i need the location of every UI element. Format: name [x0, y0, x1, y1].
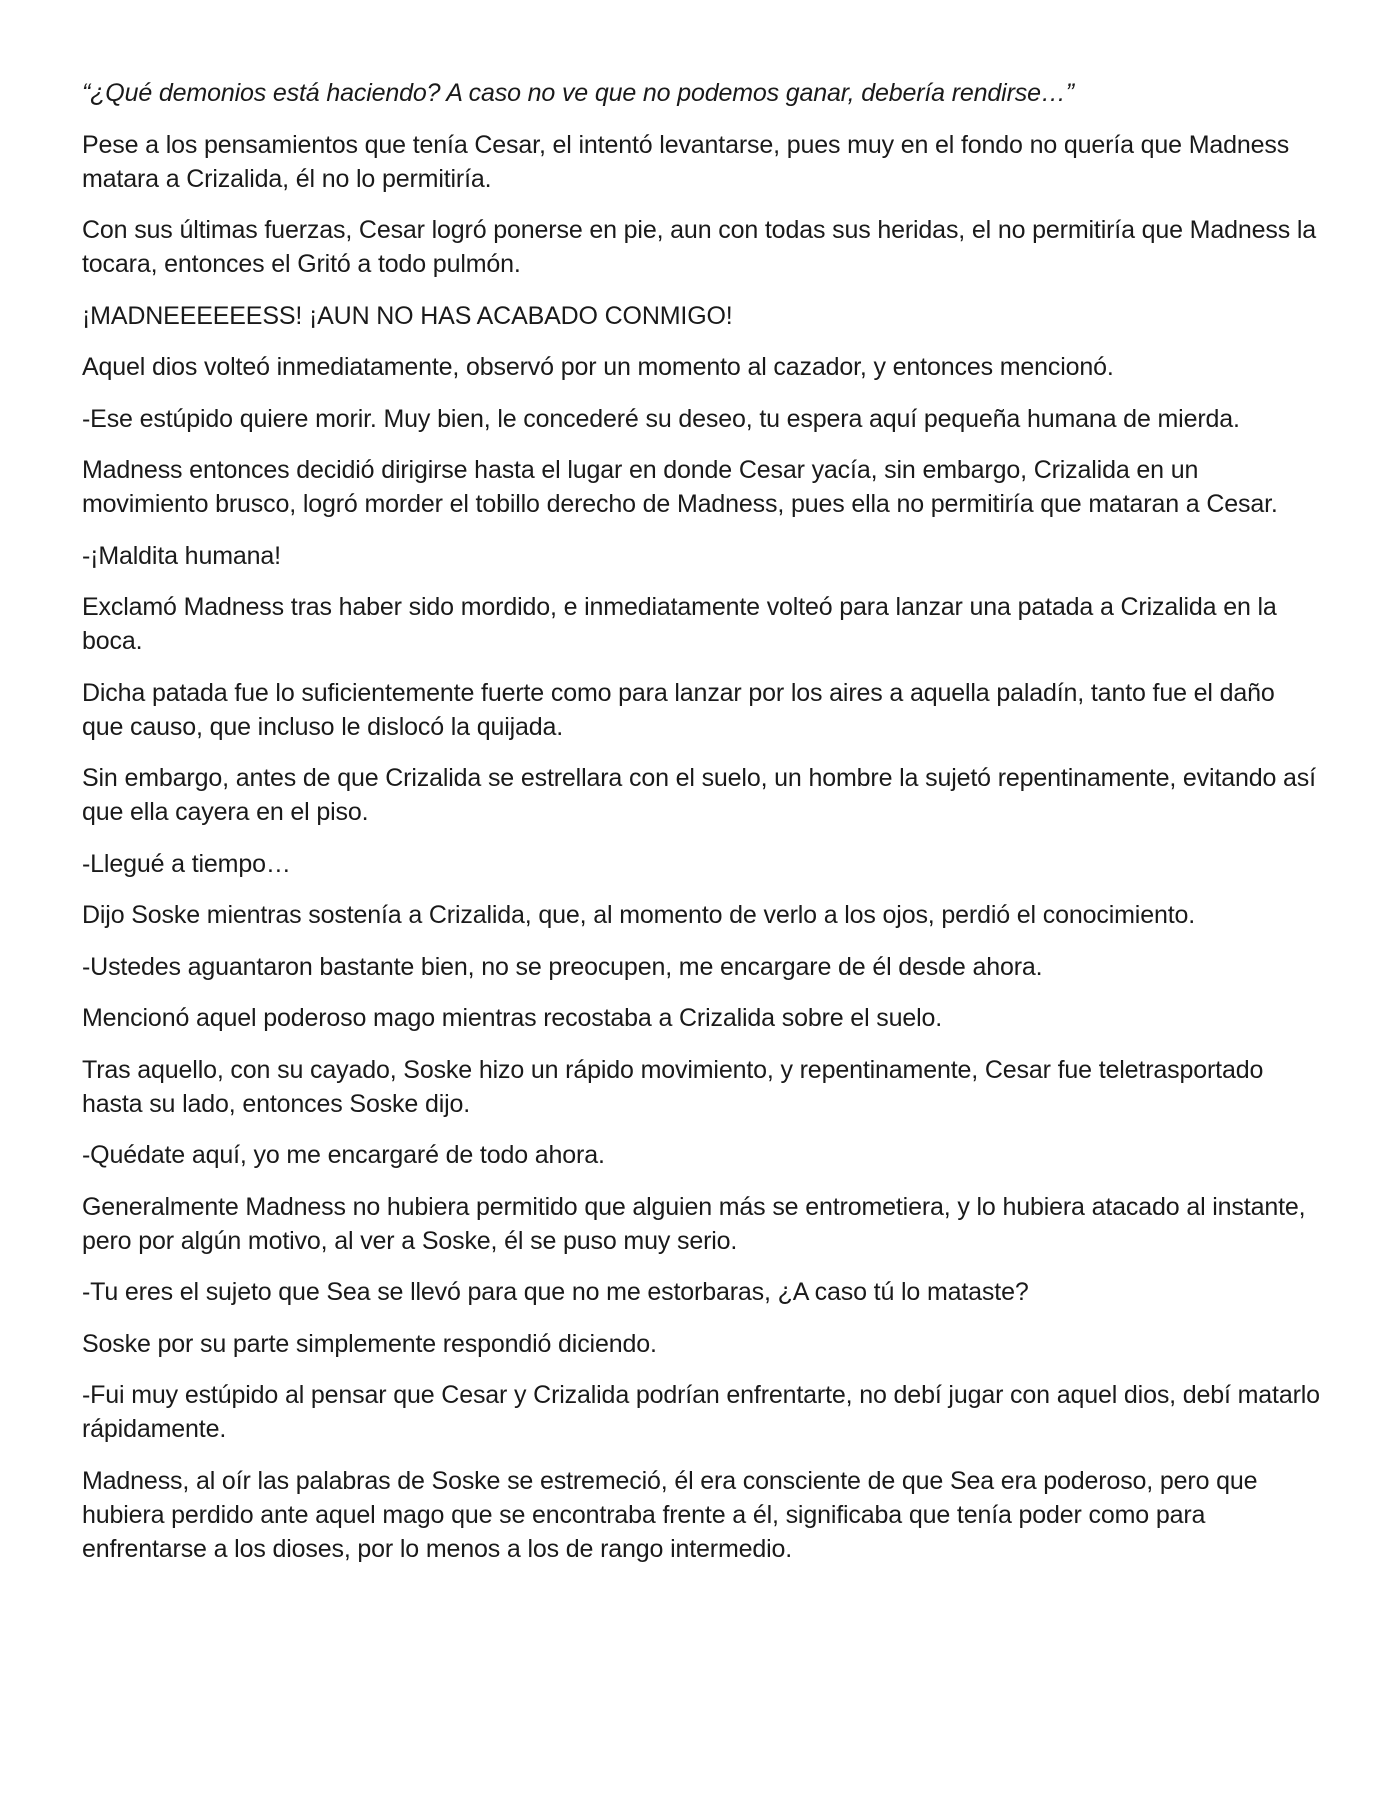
paragraph-15: Mencionó aquel poderoso mago mientras recostaba a Crizalida sobre el suelo.	[82, 1004, 943, 1032]
document-page	[82, 76, 1322, 1583]
paragraph-16: Tras aquello, con su cayado, Soske hizo un rápido movimiento, y repentinamente, Cesar fue teletrasportado hasta su lado, entonces Soske dijo.	[82, 1055, 1264, 1118]
paragraph-4: ¡MADNEEEEEESS! ¡AUN NO HAS ACABADO CONMIGO!	[82, 301, 733, 330]
paragraph-14: -Ustedes aguantaron bastante bien, no se preocupen, me encargare de él desde ahora.	[82, 952, 1043, 981]
paragraph-9: Exclamó Madness tras haber sido mordido, e inmediatamente volteó para lanzar una patada a Crizalida en la boca.	[82, 593, 1277, 655]
paragraph-10: Dicha patada fue lo suficientemente fuerte como para lanzar por los aires a aquella paladín, tanto fue el daño que causo, que incluso le dislocó la quijada.	[82, 678, 1275, 741]
paragraph-18: Generalmente Madness no hubiera permitido que alguien más se entrometiera, y lo hubiera atacado al instante, pero por algún motivo, al ver a Soske, él se puso muy serio.	[82, 1192, 1306, 1255]
paragraph-17: -Quédate aquí, yo me encargaré de todo ahora.	[82, 1141, 605, 1169]
paragraph-12: -Llegué a tiempo…	[82, 849, 291, 878]
paragraph-7: Madness entonces decidió dirigirse hasta el lugar en donde Cesar yacía, sin embargo, Crizalida en un movimiento brusco, logró morder el tobillo derecho de Madness, pues ella no permitiría que mataran a Cesar.	[82, 456, 1278, 518]
paragraph-13: Dijo Soske mientras sostenía a Crizalida, que, al momento de verlo a los ojos, perdió el conocimiento.	[82, 901, 1196, 929]
paragraph-1: “¿Qué demonios está haciendo? A caso no ve que no podemos ganar, debería rendirse…”	[82, 79, 1074, 107]
paragraph-5: Aquel dios volteó inmediatamente, observó por un momento al cazador, y entonces mencionó.	[82, 353, 1114, 381]
paragraph-19: -Tu eres el sujeto que Sea se llevó para que no me estorbaras, ¿A caso tú lo mataste?	[82, 1278, 1029, 1306]
paragraph-22: Madness, al oír las palabras de Soske se estremeció, él era consciente de que Sea era poderoso, pero que hubiera perdido ante aquel mago que se encontraba frente a él, significaba que tenía poder como para enfrentarse a los dioses, por lo menos a los de rango intermedio.	[82, 1466, 1258, 1563]
paragraph-21: -Fui muy estúpido al pensar que Cesar y Crizalida podrían enfrentarte, no debí jugar con aquel dios, debí matarlo rápidamente.	[82, 1381, 1320, 1443]
paragraph-2: Pese a los pensamientos que tenía Cesar, el intentó levantarse, pues muy en el fondo no quería que Madness matara a Crizalida, él no lo permitiría.	[82, 130, 1290, 193]
paragraph-3: Con sus últimas fuerzas, Cesar logró ponerse en pie, aun con todas sus heridas, el no permitiría que Madness la tocara, entonces el Gritó a todo pulmón.	[82, 216, 1317, 278]
paragraph-8: -¡Maldita humana!	[82, 541, 281, 570]
paragraph-6: -Ese estúpido quiere morir. Muy bien, le concederé su deseo, tu espera aquí pequeña humana de mierda.	[82, 404, 1240, 433]
paragraph-11: Sin embargo, antes de que Crizalida se estrellara con el suelo, un hombre la sujetó repentinamente, evitando así que ella cayera en el piso.	[82, 764, 1316, 826]
paragraph-20: Soske por su parte simplemente respondió diciendo.	[82, 1329, 657, 1358]
